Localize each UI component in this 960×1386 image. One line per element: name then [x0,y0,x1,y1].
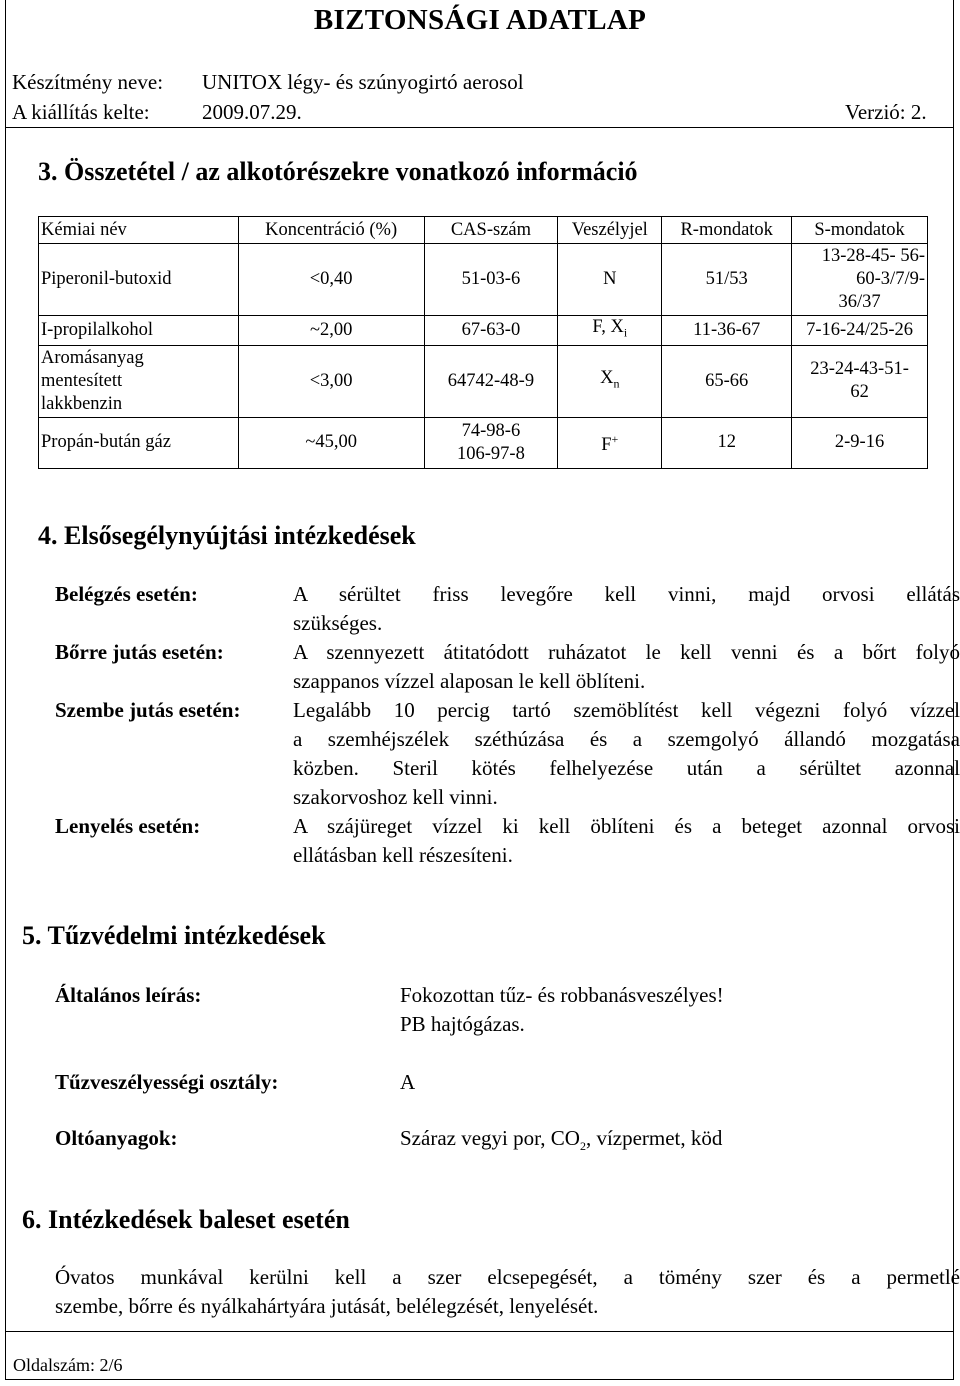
fire-agents-label: Oltóanyagok: [55,1126,178,1150]
first-aid-text: A szennyezett átitatódott ruházatot le kell venni és a bőrt folyó szappanos vízzel alaposan le kell öblíteni. [293,640,960,693]
first-aid-eyes [55,696,960,812]
page-number: Oldalszám: 2/6 [13,1355,123,1375]
first-aid-label: Lenyelés esetén: [55,814,201,838]
cell-conc: <0,40 [238,244,424,316]
cell-s: 23-24-43-51- 62 [792,345,928,417]
first-aid-text: Legalább 10 percig tartó szemöblítést kell végezni folyó vízzel a szemhéjszélek széthúzása és a szemgolyó állandó mozgatása közben. Steril kötés felhelyezése után a sérültet azonnal szakorvoshoz kell vinni. [293,698,960,809]
cell-r: 51/53 [662,244,792,316]
cell-name: Propán-bután gáz [39,417,239,468]
cell-s: 2-9-16 [792,417,928,468]
first-aid-text: A sérültet friss levegőre kell vinni, majd orvosi ellátás szükséges. [293,582,960,635]
first-aid-label: Bőrre jutás esetén: [55,640,224,664]
cell-cas: 74-98-6 106-97-8 [424,417,558,468]
fire-agents-value: Száraz vegyi por, $CO_2$, vízpermet, köd [400,1126,723,1154]
footer-box [5,1331,954,1380]
cell-symbol: F, $X_i$ [558,316,662,346]
cell-symbol: $X_n$ [558,345,662,417]
table-header-row [39,217,928,244]
cell-r: 65-66 [662,345,792,417]
cell-symbol: N [558,244,662,316]
first-aid-skin [55,638,960,696]
date-value: 2009.07.29. [202,100,302,124]
document-title: BIZTONSÁGI ADATLAP [313,4,647,36]
col-header: S-mondatok [792,217,928,244]
first-aid-ingestion [55,812,960,870]
first-aid-inhalation [55,580,960,638]
product-label: Készítmény neve: [12,70,164,94]
cell-r: 12 [662,417,792,468]
cell-conc: ~45,00 [238,417,424,468]
table-row [39,417,928,468]
header-rule [5,127,954,128]
first-aid-label: Szembe jutás esetén: [55,698,241,722]
fire-general-label: Általános leírás: [55,983,202,1007]
cell-name: Piperonil-butoxid [39,244,239,316]
section5-title: 5. Tűzvédelmi intézkedések [22,921,326,950]
product-value: UNITOX légy- és szúnyogirtó aerosol [202,70,524,94]
cell-conc: ~2,00 [238,316,424,346]
first-aid-label: Belégzés esetén: [55,582,198,606]
section3-title: 3. Összetétel / az alkotórészekre vonatkozó információ [38,157,638,186]
composition-table [38,216,928,469]
col-header: Kémiai név [39,217,239,244]
cell-s: 7-16-24/25-26 [792,316,928,346]
col-header: CAS-szám [424,217,558,244]
table-row [39,244,928,316]
accident-text: Óvatos munkával kerülni kell a szer elcsepegését, a tömény szer és a permetlé szembe, bőrre és nyálkahártyára jutását, belélegzését, lenyelését. [55,1265,960,1318]
fire-general-text: Fokozottan tűz- és robbanásveszélyes! PB hajtógázas. [400,983,724,1036]
section4-title: 4. Elsősegélynyújtási intézkedések [38,521,416,550]
table-row [39,316,928,346]
version: Verzió: 2. [845,100,927,124]
cell-conc: <3,00 [238,345,424,417]
cell-r: 11-36-67 [662,316,792,346]
product-line [12,70,524,95]
col-header: Veszélyjel [558,217,662,244]
cell-cas: 67-63-0 [424,316,558,346]
cell-name: I-propilalkohol [39,316,239,346]
fire-class-label: Tűzveszélyességi osztály: [55,1070,279,1094]
section6-title: 6. Intézkedések baleset esetén [22,1205,350,1234]
cell-symbol: F+ [558,417,662,468]
col-header: Koncentráció (%) [238,217,424,244]
cell-cas: 64742-48-9 [424,345,558,417]
col-header: R-mondatok [662,217,792,244]
cell-name: Aromásanyag mentesített lakkbenzin [39,345,239,417]
cell-s: 13-28-45- 56- 60-3/7/9- 36/37 [792,244,928,316]
date-line [12,100,302,125]
fire-class-value: A [400,1070,416,1094]
date-label: A kiállítás kelte: [12,100,150,124]
first-aid-text: A szájüreget vízzel ki kell öblíteni és a beteget azonnal orvosi ellátásban kell részesíteni. [293,814,960,867]
cell-cas: 51-03-6 [424,244,558,316]
table-row [39,345,928,417]
